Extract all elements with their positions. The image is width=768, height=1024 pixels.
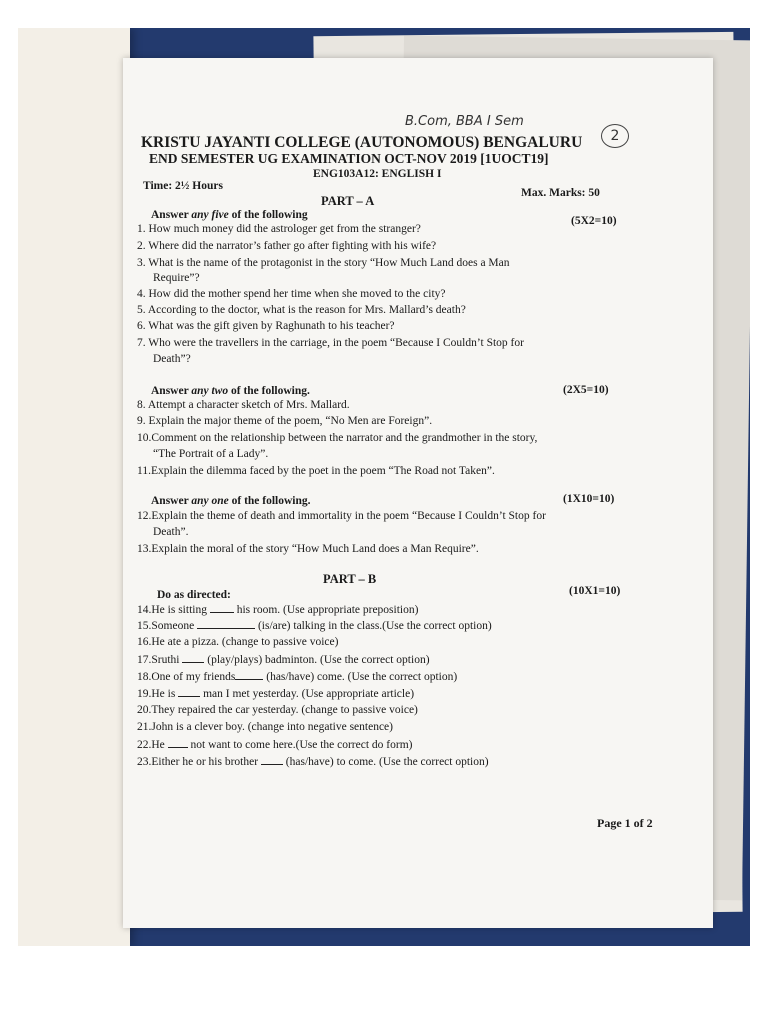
question-continuation: “The Portrait of a Lady”. <box>153 448 269 460</box>
course-code: ENG103A12: ENGLISH I <box>313 168 442 180</box>
question-item: 6. What was the gift given by Raghunath to his teacher? <box>137 320 395 332</box>
question-item: 1. How much money did the astrologer get from the stranger? <box>137 223 421 235</box>
answer-blank <box>168 737 188 748</box>
page-number: Page 1 of 2 <box>597 816 653 830</box>
handwritten-note: B.Com, BBA I Sem <box>405 114 524 129</box>
question-item: 17.Sruthi (play/plays) badminton. (Use the correct option) <box>137 654 430 666</box>
question-item: 11.Explain the dilemma faced by the poet in the poem “The Road not Taken”. <box>137 465 495 477</box>
max-marks: Max. Marks: 50 <box>521 187 600 199</box>
question-item: 18.One of my friends (has/have) come. (Use the correct option) <box>137 671 458 683</box>
question-item: 2. Where did the narrator’s father go after fighting with his wife? <box>137 240 437 252</box>
question-item: 16.He ate a pizza. (change to passive voice) <box>137 636 339 648</box>
section-marks: (10X1=10) <box>569 585 621 597</box>
answer-blank <box>210 602 234 613</box>
question-item: 15.Someone (is/are) talking in the class.(Use the correct option) <box>137 620 492 632</box>
question-item: 19.He is man I met yesterday. (Use appropriate article) <box>137 688 415 700</box>
section-marks: (1X10=10) <box>563 493 615 505</box>
question-item: 14.He is sitting his room. (Use appropriate preposition) <box>137 604 419 616</box>
question-item: 23.Either he or his brother (has/have) to come. (Use the correct option) <box>137 756 489 768</box>
answer-blank <box>178 686 200 697</box>
section-instruction: Answer any five of the following <box>151 209 308 221</box>
handwritten-circled-number: 2 <box>601 124 629 148</box>
question-item: 20.They repaired the car yesterday. (change to passive voice) <box>137 704 418 716</box>
part-b-title: PART – B <box>323 572 377 586</box>
question-item: 8. Attempt a character sketch of Mrs. Mallard. <box>137 399 350 411</box>
exam-title: END SEMESTER UG EXAMINATION OCT-NOV 2019 [1UOCT19] <box>149 151 549 166</box>
photo-background <box>18 28 750 946</box>
question-item: 12.Explain the theme of death and immortality in the poem “Because I Couldn’t Stop for <box>137 510 546 522</box>
section-marks: (2X5=10) <box>563 384 609 396</box>
question-item: 4. How did the mother spend her time when she moved to the city? <box>137 288 446 300</box>
question-item: 22.He not want to come here.(Use the correct do form) <box>137 739 413 751</box>
section-instruction: Answer any one of the following. <box>151 495 311 507</box>
section-instruction: Answer any two of the following. <box>151 385 310 397</box>
question-item: 10.Comment on the relationship between the narrator and the grandmother in the story, <box>137 432 538 444</box>
question-continuation: Death”. <box>153 526 189 538</box>
section-marks: (5X2=10) <box>571 215 617 227</box>
section-instruction: Do as directed: <box>157 589 231 601</box>
question-item: 9. Explain the major theme of the poem, “No Men are Foreign”. <box>137 415 433 427</box>
answer-blank <box>182 652 204 663</box>
question-continuation: Require”? <box>153 272 200 284</box>
time-allowed: Time: 2½ Hours <box>143 180 223 192</box>
question-item: 7. Who were the travellers in the carriage, in the poem “Because I Couldn’t Stop for <box>137 337 524 349</box>
question-item: 13.Explain the moral of the story “How Much Land does a Man Require”. <box>137 543 479 555</box>
part-a-title: PART – A <box>321 194 375 208</box>
answer-blank <box>197 618 255 629</box>
answer-blank <box>261 754 283 765</box>
question-item: 21.John is a clever boy. (change into negative sentence) <box>137 721 393 733</box>
college-name: KRISTU JAYANTI COLLEGE (AUTONOMOUS) BENGALURU <box>141 134 583 151</box>
binder-cover <box>18 28 130 946</box>
answer-blank <box>235 669 263 680</box>
question-continuation: Death”? <box>153 353 191 365</box>
exam-paper <box>123 58 713 928</box>
question-item: 3. What is the name of the protagonist in the story “How Much Land does a Man <box>137 257 510 269</box>
question-item: 5. According to the doctor, what is the reason for Mrs. Mallard’s death? <box>137 304 466 316</box>
